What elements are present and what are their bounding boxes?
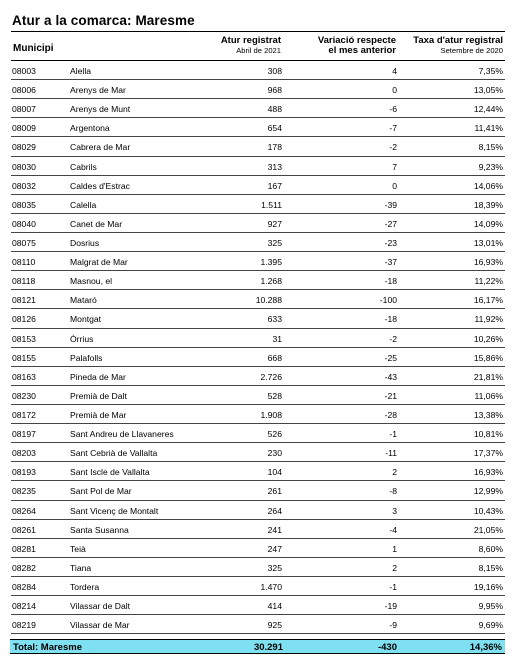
row-municipi: Arenys de Mar — [70, 85, 126, 96]
row-atur: 2.726 — [260, 371, 282, 382]
row-municipi: Montgat — [70, 314, 102, 325]
row-code: 08029 — [12, 142, 36, 153]
row-municipi: Cabrils — [70, 161, 97, 172]
row-atur: 230 — [267, 448, 282, 459]
row-variacio: -1 — [389, 429, 397, 440]
row-code: 08219 — [12, 620, 36, 631]
row-variacio: 2 — [392, 562, 397, 573]
row-code: 08230 — [12, 390, 36, 401]
table-row — [11, 309, 505, 328]
row-code: 08009 — [12, 123, 36, 134]
row-atur: 325 — [267, 562, 282, 573]
row-municipi: Masnou, el — [70, 276, 113, 287]
row-municipi: Argentona — [70, 123, 110, 134]
row-taxa: 12,99% — [473, 486, 503, 497]
row-code: 08040 — [12, 218, 36, 229]
row-taxa: 21,81% — [473, 371, 503, 382]
row-taxa: 10,81% — [473, 429, 503, 440]
row-code: 08235 — [12, 486, 36, 497]
total-taxa: 14,36% — [469, 641, 502, 653]
row-atur: 241 — [267, 524, 282, 535]
row-taxa: 11,22% — [474, 276, 503, 287]
table-row — [11, 137, 505, 156]
table-row — [11, 252, 505, 271]
row-variacio: 3 — [392, 505, 397, 516]
row-municipi: Sant Vicenç de Montalt — [70, 505, 159, 516]
table-row — [11, 424, 505, 443]
row-municipi: Tordera — [70, 581, 100, 592]
row-variacio: -37 — [384, 257, 397, 268]
table-row — [11, 405, 505, 424]
row-variacio: -2 — [389, 142, 397, 153]
row-variacio: 4 — [392, 66, 397, 76]
row-municipi: Caldes d'Estrac — [70, 180, 130, 191]
row-municipi: Vilassar de Mar — [70, 620, 130, 631]
row-code: 08193 — [12, 467, 36, 478]
row-variacio: -43 — [384, 371, 397, 382]
row-code: 08030 — [12, 161, 36, 172]
row-variacio: 0 — [392, 180, 397, 191]
row-atur: 10.288 — [255, 295, 282, 306]
row-code: 08121 — [12, 295, 36, 306]
row-variacio: -19 — [384, 601, 397, 612]
row-taxa: 16,17% — [473, 295, 503, 306]
row-taxa: 9,23% — [478, 161, 503, 172]
data-table — [11, 61, 505, 634]
table-row — [11, 577, 505, 596]
row-atur: 1.268 — [260, 276, 282, 287]
row-atur: 654 — [267, 123, 282, 134]
row-code: 08203 — [12, 448, 36, 459]
row-taxa: 16,93% — [473, 467, 503, 478]
table-row — [11, 233, 505, 252]
total-atur: 30.291 — [253, 641, 283, 653]
row-variacio: -7 — [389, 123, 397, 134]
row-atur: 104 — [267, 467, 282, 478]
table-row — [11, 615, 505, 634]
row-code: 08261 — [12, 524, 36, 535]
row-variacio: -18 — [384, 314, 397, 325]
row-atur: 968 — [267, 85, 282, 96]
row-atur: 31 — [272, 333, 282, 344]
row-municipi: Vilassar de Dalt — [70, 601, 131, 612]
row-variacio: 0 — [392, 85, 397, 96]
row-atur: 325 — [267, 237, 282, 248]
row-variacio: -21 — [384, 390, 397, 401]
row-code: 08110 — [12, 257, 36, 268]
row-municipi: Tiana — [70, 562, 92, 573]
table-row — [11, 462, 505, 481]
row-atur: 178 — [267, 142, 282, 153]
row-municipi: Sant Andreu de Llavaneres — [70, 429, 174, 440]
row-code: 08264 — [12, 505, 36, 516]
row-code: 08214 — [12, 601, 36, 612]
row-code: 08163 — [12, 371, 36, 382]
table-row — [11, 214, 505, 233]
row-code: 08007 — [12, 104, 36, 115]
row-code: 08155 — [12, 352, 36, 363]
table-row — [11, 501, 505, 520]
row-municipi: Malgrat de Mar — [70, 257, 128, 268]
row-atur: 261 — [267, 486, 282, 497]
row-atur: 927 — [267, 218, 282, 229]
row-variacio: -100 — [379, 295, 397, 306]
row-variacio: -18 — [384, 276, 397, 287]
row-taxa: 21,05% — [473, 524, 503, 535]
row-taxa: 8,60% — [478, 543, 503, 554]
table-row — [11, 520, 505, 539]
row-variacio: -11 — [385, 448, 397, 459]
row-municipi: Palafolls — [70, 352, 103, 363]
row-code: 08153 — [12, 333, 36, 344]
row-taxa: 10,26% — [473, 333, 503, 344]
table-row — [11, 157, 505, 176]
table-row — [11, 539, 505, 558]
row-atur: 1.470 — [260, 581, 282, 592]
table-row — [11, 271, 505, 290]
row-code: 08126 — [12, 314, 36, 325]
total-variacio: -430 — [377, 641, 397, 653]
row-municipi: Arenys de Munt — [70, 104, 131, 115]
row-taxa: 14,09% — [473, 218, 503, 229]
row-variacio: -39 — [384, 199, 397, 210]
total-row — [10, 639, 505, 654]
title-divider — [11, 31, 505, 32]
row-municipi: Sant Cebrià de Vallalta — [70, 448, 158, 459]
row-municipi: Òrrius — [70, 333, 94, 344]
row-variacio: 2 — [392, 467, 397, 478]
row-taxa: 8,15% — [478, 142, 503, 153]
row-variacio: 7 — [392, 161, 397, 172]
row-municipi: Dosrius — [70, 237, 100, 248]
table-row — [11, 118, 505, 137]
row-code: 08006 — [12, 85, 36, 96]
table-row — [11, 176, 505, 195]
table-row — [11, 443, 505, 462]
table-row — [11, 80, 505, 99]
row-taxa: 7,35% — [478, 66, 503, 76]
row-taxa: 19,16% — [473, 581, 503, 592]
row-variacio: -27 — [384, 218, 397, 229]
row-variacio: -23 — [384, 237, 397, 248]
row-municipi: Mataró — [70, 295, 97, 306]
header-variacio-label: Variació respecte — [317, 35, 396, 46]
total-label: Total: Maresme — [13, 641, 82, 653]
row-taxa: 9,69% — [478, 620, 503, 631]
row-variacio: -2 — [389, 333, 397, 344]
row-code: 08281 — [12, 543, 36, 554]
row-taxa: 11,92% — [474, 314, 503, 325]
row-atur: 1.395 — [260, 257, 282, 268]
row-municipi: Teià — [70, 543, 86, 554]
row-variacio: -4 — [389, 524, 397, 535]
table-row — [11, 386, 505, 405]
header-variacio-sub: el mes anterior — [328, 45, 396, 56]
header-municipi: Municipi — [13, 43, 54, 54]
row-atur: 668 — [267, 352, 282, 363]
row-code: 08197 — [12, 429, 36, 440]
row-municipi: Premià de Mar — [70, 409, 127, 420]
row-atur: 313 — [267, 161, 282, 172]
table-row — [11, 329, 505, 348]
row-taxa: 18,39% — [473, 199, 503, 210]
table-row — [11, 61, 505, 80]
row-municipi: Sant Iscle de Vallalta — [70, 467, 150, 478]
row-atur: 308 — [267, 66, 282, 76]
row-taxa: 11,06% — [474, 390, 503, 401]
row-atur: 488 — [267, 104, 282, 115]
row-code: 08003 — [12, 66, 36, 76]
row-municipi: Cabrera de Mar — [70, 142, 131, 153]
row-municipi: Santa Susanna — [70, 524, 129, 535]
row-taxa: 10,43% — [473, 505, 503, 516]
row-variacio: -1 — [389, 581, 397, 592]
header-atur — [221, 36, 281, 55]
row-taxa: 13,05% — [473, 85, 503, 96]
row-code: 08284 — [12, 581, 36, 592]
table-row — [11, 290, 505, 309]
header-atur-label: Atur registrat — [220, 35, 281, 46]
row-variacio: -9 — [389, 620, 397, 631]
header-taxa-sub: Setembre de 2020 — [440, 46, 503, 55]
row-atur: 633 — [267, 314, 282, 325]
table-row — [11, 99, 505, 118]
row-taxa: 11,41% — [474, 123, 503, 134]
row-code: 08118 — [12, 276, 36, 287]
header-taxa — [413, 36, 503, 55]
row-atur: 414 — [267, 601, 282, 612]
row-taxa: 8,15% — [478, 562, 503, 573]
row-atur: 526 — [267, 429, 282, 440]
row-variacio: -8 — [389, 486, 397, 497]
row-municipi: Canet de Mar — [70, 218, 123, 229]
row-code: 08035 — [12, 199, 36, 210]
row-variacio: -6 — [389, 104, 397, 115]
row-taxa: 13,01% — [473, 237, 503, 248]
row-atur: 528 — [267, 390, 282, 401]
table-row — [11, 558, 505, 577]
row-taxa: 16,93% — [473, 257, 503, 268]
row-taxa: 17,37% — [473, 448, 503, 459]
header-taxa-label: Taxa d'atur registral — [413, 35, 503, 46]
table-row — [11, 195, 505, 214]
row-atur: 247 — [267, 543, 282, 554]
row-atur: 925 — [267, 620, 282, 631]
row-municipi: Calella — [70, 199, 97, 210]
row-taxa: 14,06% — [473, 180, 503, 191]
row-taxa: 9,95% — [478, 601, 503, 612]
row-variacio: -28 — [384, 409, 397, 420]
row-municipi: Premià de Dalt — [70, 390, 127, 401]
table-row — [11, 481, 505, 500]
row-atur: 1.511 — [261, 199, 282, 210]
row-atur: 167 — [267, 180, 282, 191]
row-code: 08075 — [12, 237, 36, 248]
table-row — [11, 367, 505, 386]
row-atur: 264 — [267, 505, 282, 516]
row-municipi: Alella — [70, 66, 92, 76]
row-municipi: Pineda de Mar — [70, 371, 126, 382]
page-title: Atur a la comarca: Maresme — [12, 13, 195, 28]
row-code: 08282 — [12, 562, 36, 573]
row-code: 08032 — [12, 180, 36, 191]
header-atur-sub: Abril de 2021 — [236, 46, 281, 55]
row-taxa: 13,38% — [473, 409, 503, 420]
row-atur: 1.908 — [260, 409, 282, 420]
table-row — [11, 348, 505, 367]
table-row — [11, 596, 505, 615]
row-taxa: 15,86% — [473, 352, 503, 363]
row-variacio: -25 — [384, 352, 397, 363]
row-code: 08172 — [12, 409, 36, 420]
row-municipi: Sant Pol de Mar — [70, 486, 132, 497]
row-variacio: 1 — [392, 543, 397, 554]
header-variacio — [318, 36, 396, 56]
row-taxa: 12,44% — [473, 104, 503, 115]
